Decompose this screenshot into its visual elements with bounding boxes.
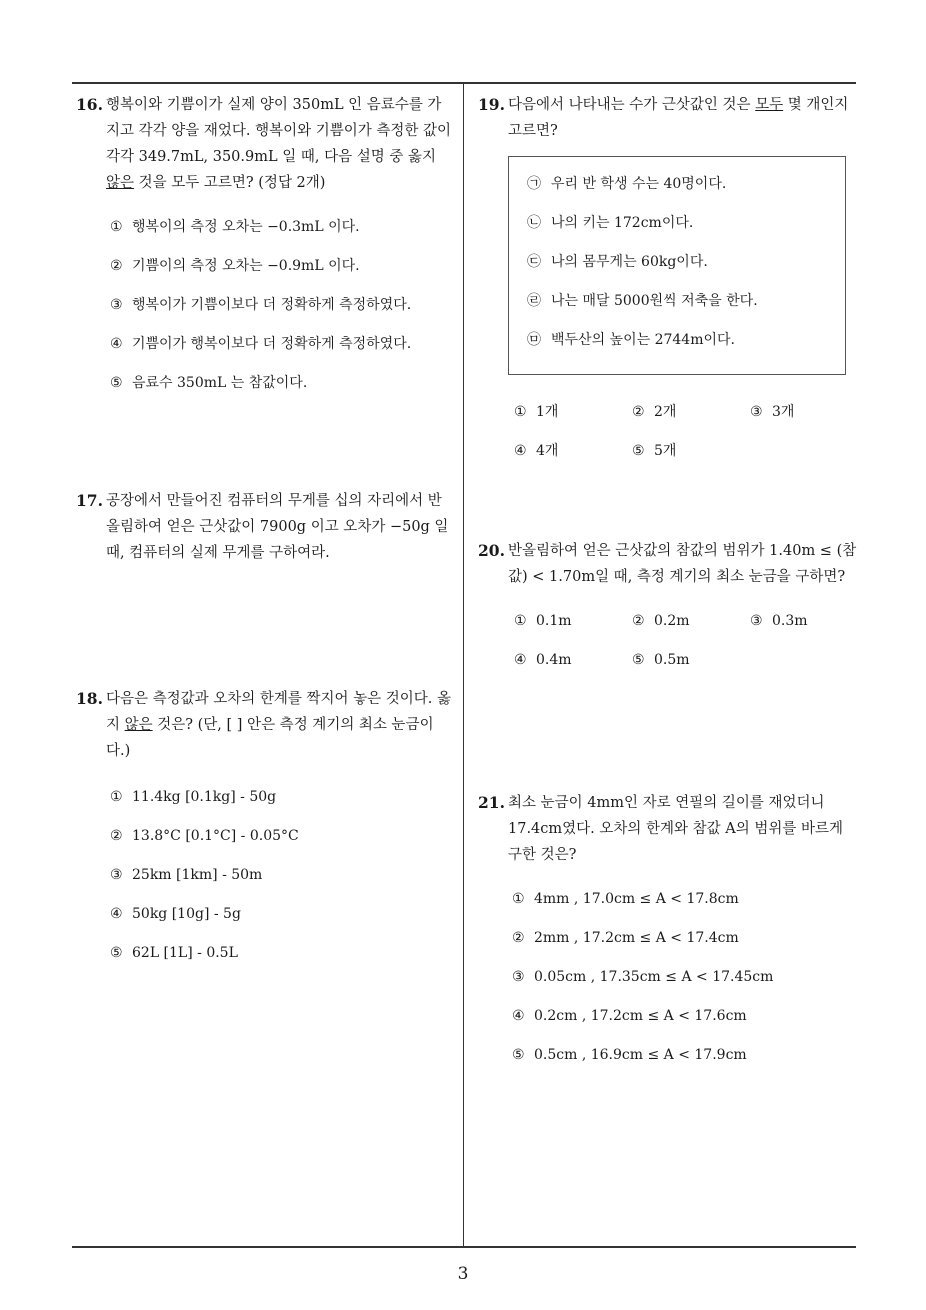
option-text: 기쁨이의 측정 오차는 −0.9mL 이다. <box>132 258 360 274</box>
option-mark: ② <box>632 404 645 420</box>
page-number: 3 <box>457 1264 469 1284</box>
option-mark: ④ <box>110 336 123 352</box>
statement-mark: ㉢ <box>527 254 541 270</box>
option-mark: ① <box>514 613 527 629</box>
question-16-stem <box>76 92 454 196</box>
statement-text: 나의 몸무게는 60kg이다. <box>551 254 708 270</box>
option-text: 0.2m <box>654 613 690 629</box>
stem-text: 행복이와 기쁨이가 실제 양이 350mL 인 음료수를 가지고 각각 양을 재었다. 행복이와 기쁨이가 측정한 값이 각각 349.7mL, 350.9mL 일 때, 다음 설명 중 옳지 <box>106 97 452 165</box>
option-mark: ⑤ <box>512 1047 525 1063</box>
option-3[interactable] <box>110 294 454 333</box>
option-text: 0.5cm , 16.9cm ≤ A < 17.9cm <box>534 1047 747 1063</box>
answer-options <box>76 216 454 411</box>
statement-mark: ㉠ <box>527 176 541 192</box>
option-mark: ① <box>512 891 525 907</box>
bottom-rule <box>72 1246 856 1248</box>
answer-options <box>478 401 860 462</box>
option-2[interactable] <box>632 401 750 423</box>
question-17-stem <box>76 488 454 566</box>
statement-2 <box>527 212 845 251</box>
option-1[interactable] <box>514 610 632 632</box>
option-mark: ③ <box>110 297 123 313</box>
question-18 <box>76 686 454 981</box>
option-text: 11.4kg [0.1kg] - 50g <box>132 789 277 805</box>
option-1[interactable] <box>110 216 454 255</box>
stem-text: 몇 개인지 고르면? <box>508 97 849 139</box>
question-18-stem <box>76 686 454 764</box>
option-1[interactable] <box>512 888 860 927</box>
stem-text: 것을 모두 고르면? (정답 2개) <box>134 175 326 191</box>
option-1[interactable] <box>110 786 454 825</box>
option-2[interactable] <box>632 610 750 632</box>
underlined-word: 않은 <box>124 717 153 733</box>
statement-5 <box>527 329 845 368</box>
statement-mark: ㉣ <box>527 293 541 309</box>
statement-text: 백두산의 높이는 2744m이다. <box>551 332 735 348</box>
answer-options <box>478 610 860 671</box>
option-mark: ④ <box>512 1008 525 1024</box>
option-text: 0.05cm , 17.35cm ≤ A < 17.45cm <box>534 969 774 985</box>
question-17 <box>76 488 454 566</box>
option-text: 4개 <box>536 443 559 459</box>
option-2[interactable] <box>110 825 454 864</box>
option-3[interactable] <box>512 966 860 1005</box>
option-4[interactable] <box>512 1005 860 1044</box>
option-mark: ① <box>110 219 123 235</box>
option-mark: ④ <box>514 652 527 668</box>
question-19-stem <box>478 92 860 144</box>
option-mark: ⑤ <box>110 375 123 391</box>
option-text: 0.4m <box>536 652 572 668</box>
option-2[interactable] <box>110 255 454 294</box>
statement-box <box>508 156 846 375</box>
option-text: 행복이가 기쁨이보다 더 정확하게 측정하였다. <box>132 297 412 313</box>
question-16 <box>76 92 454 411</box>
option-text: 음료수 350mL 는 참값이다. <box>132 375 308 391</box>
option-4[interactable] <box>514 440 632 462</box>
option-mark: ③ <box>750 613 763 629</box>
option-text: 25km [1km] - 50m <box>132 867 263 883</box>
option-text: 0.3m <box>772 613 808 629</box>
option-text: 2개 <box>654 404 677 420</box>
statement-text: 나의 키는 172cm이다. <box>551 215 694 231</box>
option-mark: ① <box>514 404 527 420</box>
question-20-stem <box>478 538 860 590</box>
option-4[interactable] <box>514 649 632 671</box>
question-number: 17. <box>76 491 103 510</box>
statement-text: 나는 매달 5000원씩 저축을 한다. <box>551 293 758 309</box>
option-mark: ② <box>110 258 123 274</box>
option-mark: ⑤ <box>632 443 645 459</box>
stem-text: 다음에서 나타내는 수가 근삿값인 것은 <box>508 97 756 113</box>
question-21 <box>478 790 860 1083</box>
option-mark: ⑤ <box>632 652 645 668</box>
option-mark: ② <box>110 828 123 844</box>
option-text: 1개 <box>536 404 559 420</box>
option-text: 0.5m <box>654 652 690 668</box>
option-5[interactable] <box>110 942 454 981</box>
option-4[interactable] <box>110 903 454 942</box>
answer-options <box>478 888 860 1083</box>
option-5[interactable] <box>110 372 454 411</box>
answer-options <box>76 786 454 981</box>
option-mark: ⑤ <box>110 945 123 961</box>
option-5[interactable] <box>632 649 750 671</box>
option-1[interactable] <box>514 401 632 423</box>
option-mark: ③ <box>750 404 763 420</box>
option-text: 3개 <box>772 404 795 420</box>
statement-mark: ㉤ <box>527 332 541 348</box>
option-5[interactable] <box>632 440 750 462</box>
option-mark: ② <box>632 613 645 629</box>
option-text: 13.8°C [0.1°C] - 0.05°C <box>132 828 299 844</box>
option-mark: ③ <box>512 969 525 985</box>
option-mark: ④ <box>514 443 527 459</box>
stem-text: 반올림하여 얻은 근삿값의 참값의 범위가 1.40m ≤ (참값) < 1.70m일 때, 측정 계기의 최소 눈금을 구하면? <box>508 543 857 585</box>
option-text: 62L [1L] - 0.5L <box>132 945 238 961</box>
statement-text: 우리 반 학생 수는 40명이다. <box>551 176 727 192</box>
question-19 <box>478 92 860 462</box>
option-text: 2mm , 17.2cm ≤ A < 17.4cm <box>534 930 739 946</box>
option-mark: ④ <box>110 906 123 922</box>
option-3[interactable] <box>110 864 454 903</box>
question-number: 20. <box>478 541 505 560</box>
option-text: 50kg [10g] - 5g <box>132 906 241 922</box>
option-mark: ① <box>110 789 123 805</box>
stem-text: 공장에서 만들어진 컴퓨터의 무게를 십의 자리에서 반올림하여 얻은 근삿값이 7900g 이고 오차가 −50g 일 때, 컴퓨터의 실제 무게를 구하여라. <box>106 493 449 561</box>
option-text: 기쁨이가 행복이보다 더 정확하게 측정하였다. <box>132 336 412 352</box>
question-number: 18. <box>76 689 103 708</box>
option-text: 행복이의 측정 오차는 −0.3mL 이다. <box>132 219 360 235</box>
question-number: 19. <box>478 95 505 114</box>
column-divider <box>463 83 464 1247</box>
underlined-word: 모두 <box>755 97 784 113</box>
question-21-stem <box>478 790 860 868</box>
option-2[interactable] <box>512 927 860 966</box>
statement-4 <box>527 290 845 329</box>
top-rule <box>72 82 856 84</box>
statement-1 <box>527 173 845 212</box>
stem-text: 최소 눈금이 4mm인 자로 연필의 길이를 재었더니 17.4cm였다. 오차의 한계와 참값 A의 범위를 바르게 구한 것은? <box>508 795 844 863</box>
option-mark: ③ <box>110 867 123 883</box>
question-20 <box>478 538 860 671</box>
underlined-word: 않은 <box>106 175 135 191</box>
option-text: 4mm , 17.0cm ≤ A < 17.8cm <box>534 891 739 907</box>
statement-3 <box>527 251 845 290</box>
option-text: 0.2cm , 17.2cm ≤ A < 17.6cm <box>534 1008 747 1024</box>
option-3[interactable] <box>750 610 868 632</box>
option-text: 5개 <box>654 443 677 459</box>
option-3[interactable] <box>750 401 868 423</box>
option-4[interactable] <box>110 333 454 372</box>
stem-text: 다음은 측정값과 오차의 한계를 짝지어 놓은 것이다. 옳지 <box>106 691 452 733</box>
question-number: 16. <box>76 95 103 114</box>
statement-mark: ㉡ <box>527 215 541 231</box>
option-text: 0.1m <box>536 613 572 629</box>
question-number: 21. <box>478 793 505 812</box>
option-5[interactable] <box>512 1044 860 1083</box>
stem-text: 것은? (단, [ ] 안은 측정 계기의 최소 눈금이다.) <box>106 717 434 759</box>
option-mark: ② <box>512 930 525 946</box>
